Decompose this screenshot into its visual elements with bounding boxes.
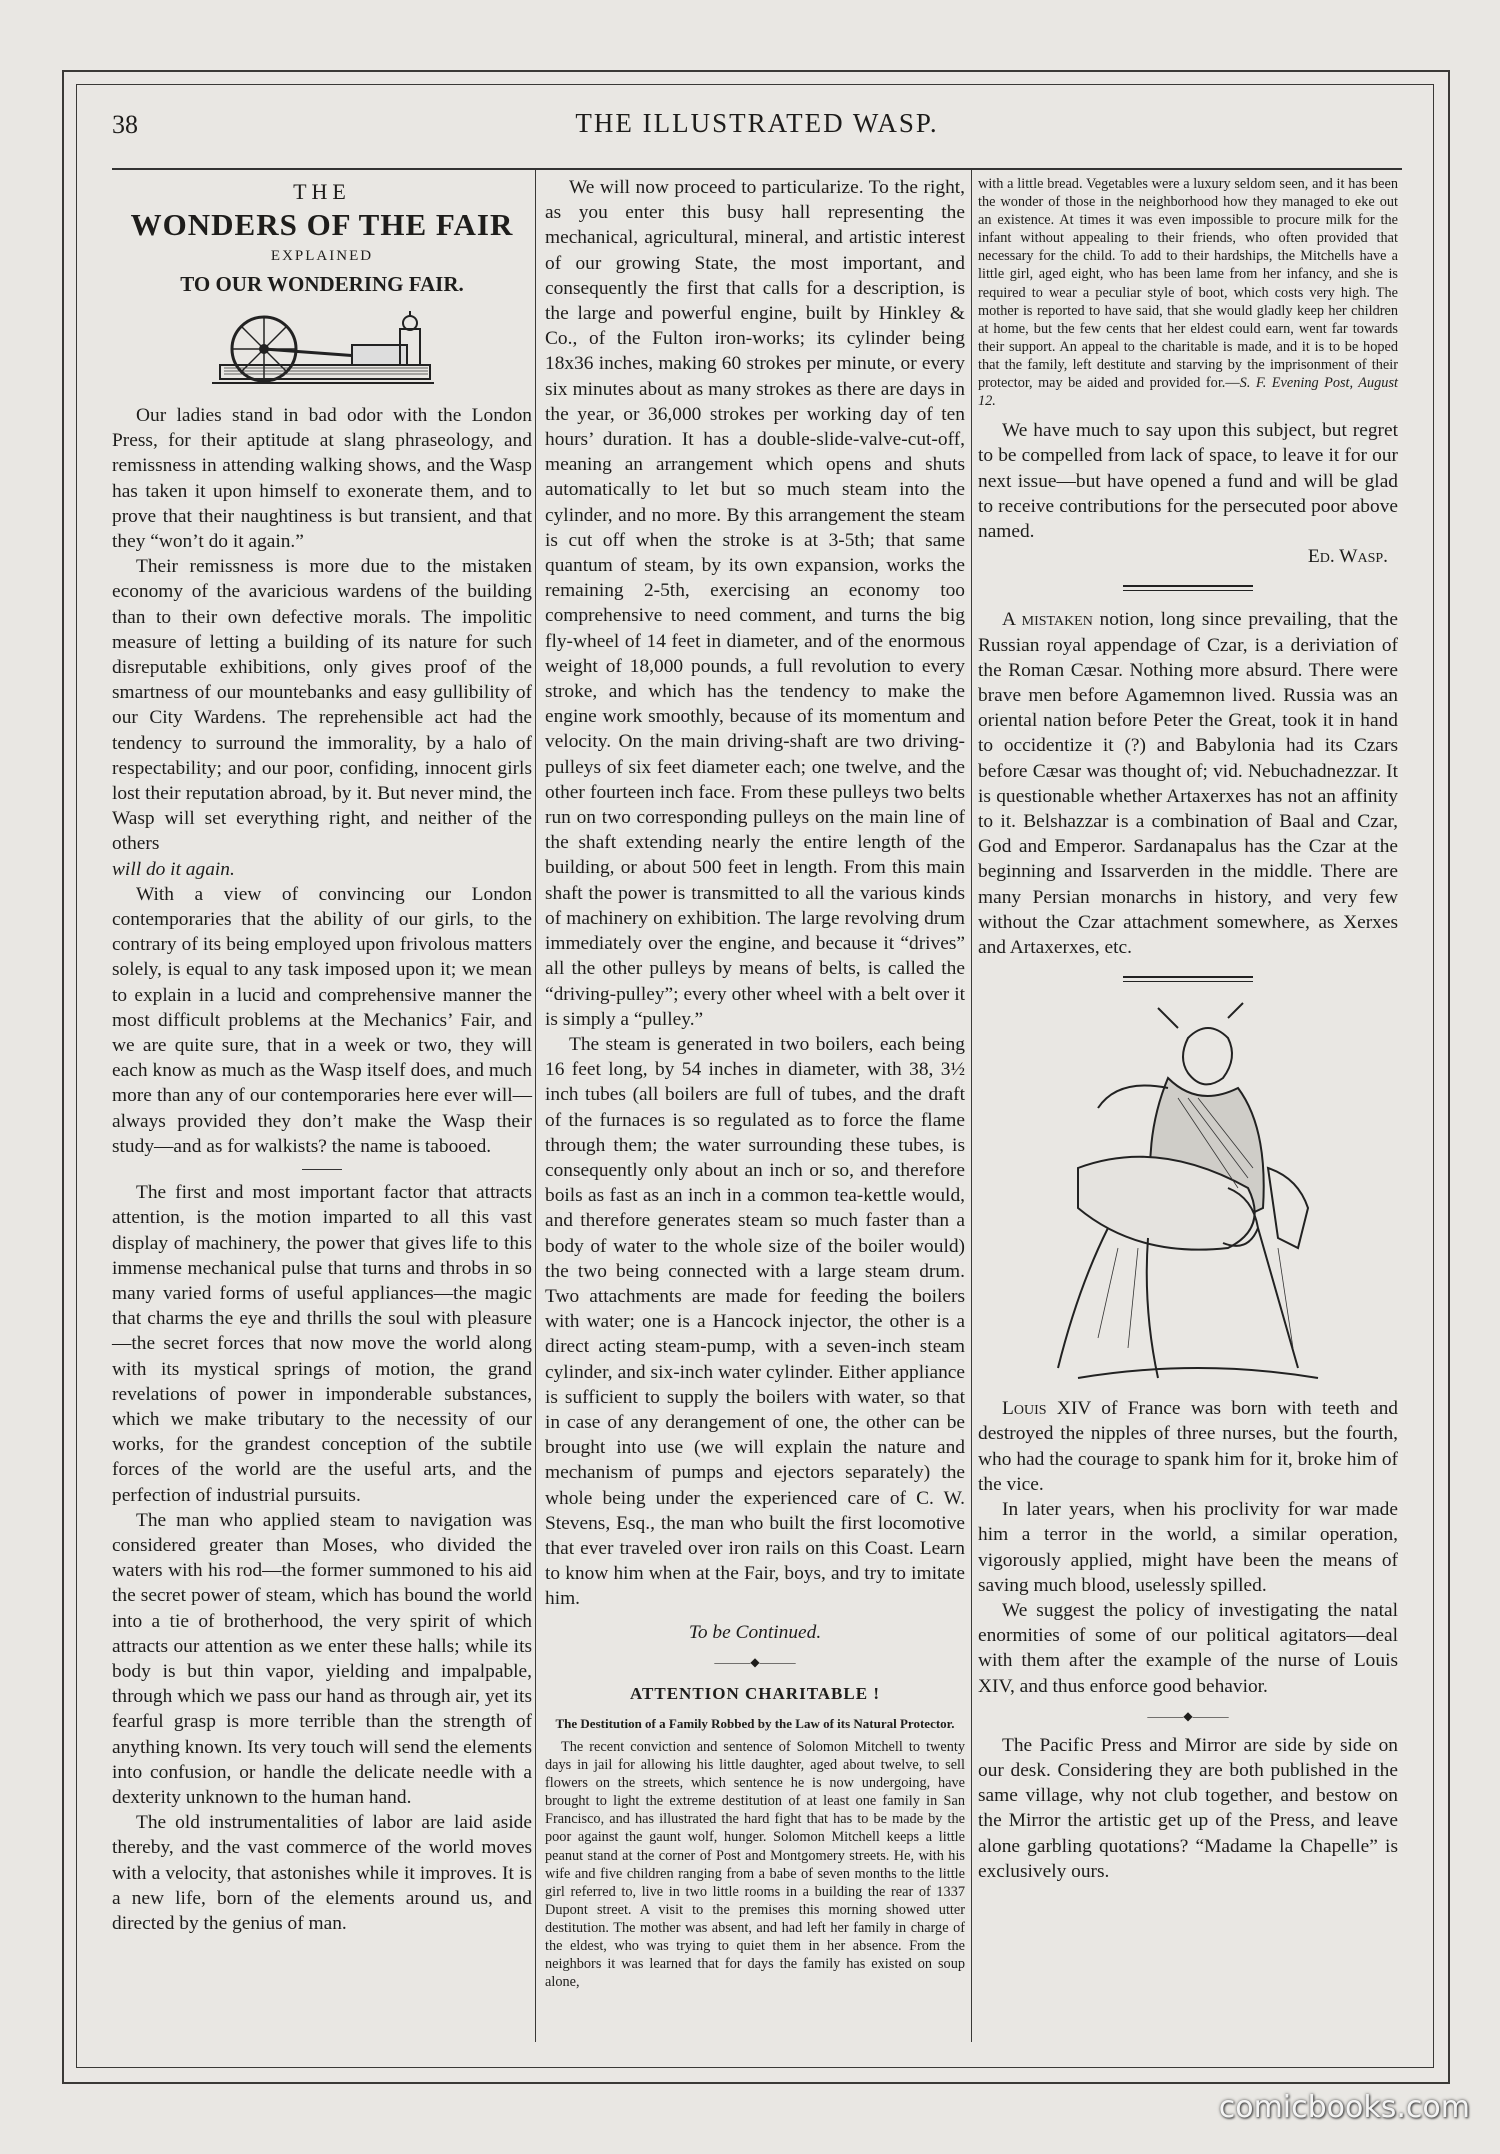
column-divider-1 (535, 170, 536, 2042)
paragraph-italic-tail: will do it again. (112, 858, 235, 880)
charity-body (545, 1738, 965, 1991)
ornament-divider: ———◆——— (1147, 1708, 1229, 1723)
paragraph: We suggest the policy of investigating the natal enormities of some of our political agitators—deal with them after the example of the nurse of Louis XIV, and thus enforce good behavior. (978, 1599, 1398, 1697)
column-1 (112, 175, 532, 1936)
paragraph: With a view of convincing our London contemporaries that the ability of our girls, to the contrary of its being employed upon frivolous matters solely, is equal to any task imposed upon it; we mean to explain in a lucid and comprehensive manner the most difficult problems at the Mechanics’ Fair, and we are quite sure, that in a week or two, they will each know as much as the Wasp itself does, and much more than any of our contemporaries here ever will—always provided they don’t make the Wasp their study—and as for walkists? the name is tabooed. (112, 883, 532, 1157)
mistaken-lead: A mistaken (1002, 609, 1093, 631)
paragraph: XIV of France was born with teeth and destroyed the nipples of three nurses, but the fourth, who had the courage to spank him for it, broke him of the vice. (978, 1398, 1398, 1495)
column-2 (545, 175, 965, 1991)
charity-continued (978, 175, 1398, 410)
paragraph: The steam is generated in two boilers, each being 16 feet long, by 54 inches in diameter, with 38, 3½ inch tubes (all boilers are full of tubes, and the draft of the furnaces is so regulated as to force the flame through them; the water surrounding these tubes, is consequently only about an inch or so, and therefore boils as fast as an inch in a common tea-kettle would, and therefore generates steam so much faster than a body of water to the whole size of the boiler would) the two being connected with a large steam drum. Two attachments are made for feeding the boilers with water; one is a Hancock injector, the other is a direct acting steam-pump, with a seven-inch steam cylinder, and six-inch water cylinder. Either appliance is sufficient to supply the boilers with water, so that in case of any derangement of one, the other can be brought into use (we will explain the nature and mechanism of pumps and ejectors separately) the whole being under the experienced care of C. W. Stevens, Esq., the man who built the first locomotive that ever traveled over iron rails on this Coast. Learn to know him when at the Fair, boys, and try to imitate him. (545, 1033, 965, 1610)
charity-source: S. F. Evening Post, August 12. (978, 375, 1398, 410)
paragraph: In later years, when his proclivity for war made him a terror in the world, a similar operation, vigorously applied, might have been the means of saving much blood, uselessly spilled. (978, 1499, 1398, 1596)
charity-continued-text: with a little bread. Vegetables were a luxury seldom seen, and it has been the wonder of those in the neighborhood how they managed to eke out an existence. At times it was even impossible to procure milk for the infant without appealing to their friends, who often provided that necessary for the child. To add to their hardships, the Mitchells have a little girl, aged eight, who has been lame from her infancy, and she is required to wear a peculiar style of boot, which costs very high. The mother is reported to have said, that she would gladly keep her children at home, but the few cents that her eldest could earn, went far towards their support. An appeal to the charitable is made, and it is to be hoped that the family, left destitute and starving by the imprisonment of their protector, may be aided and provided for.— (978, 176, 1398, 392)
to-be-continued: To be Continued. (688, 1621, 822, 1643)
article-title: WONDERS OF THE FAIR (130, 207, 514, 242)
paragraph: notion, long since prevailing, that the Russian royal appendage of Czar, is a deriviation of the Roman Cæsar. Nothing more absurd. There were brave men before Agamemnon lived. Russia was an oriental nation before Peter the Great, took it in hand to occidentize it (?) and Babylonia had its Czars before Cæsar was thought of; vid. Nebuchadnezzar. It is questionable whether Artaxerxes has not an affinity to it. Belshazzar is a combination of Baal and Czar, God and Emperor. Sardanapalus has the Czar at the beginning and Issarverden in the middle. There are many Persian monarchs in history, and very few without the Czar attachment somewhere, as Xerxes and Artaxerxes, etc. (978, 609, 1398, 959)
double-rule (1123, 585, 1253, 591)
paragraph: The man who applied steam to navigation was considered greater than Moses, who divided the waters with his rod—the former summoned to his aid the secret power of steam, which has bound the world into a tie of brotherhood, the very spirit of which attracts our attention as we enter these halls; while its body is but thin vapor, yielding and impalpable, through which we pass our hand as through air, yet its fearful grasp is more terrible than the strength of anything known. Its very touch will send the elements into confusion, or handle the delicate needle with a dexterity unknown to the human hand. (112, 1509, 532, 1808)
article-title-explained: EXPLAINED (270, 248, 374, 264)
page-header (112, 108, 1402, 148)
article-title-the: THE (293, 179, 351, 204)
charity-title: ATTENTION CHARITABLE ! (630, 1683, 880, 1703)
ornament-divider: ———◆——— (714, 1654, 796, 1669)
paragraph: Our ladies stand in bad odor with the London Press, for their aptitude at slang phraseology, and remissness in attending walking shows, and the Wasp has taken it upon himself to exonerate them, and to prove that their naughtiness is but transient, and that they “won’t do it again.” (112, 405, 532, 553)
paragraph: Their remissness is more due to the mistaken economy of the avaricious wardens of the building than to their own defective morals. The impolitic measure of letting a building of its nature for such disreputable exhibitions, only gives proof of the smartness of our mountebanks and easy gullibility of our City Wardens. The reprehensible act had the tendency to surround the immorality, by a halo of respectability; and our poor, confiding, innocent girls lost their reputation abroad, by it. But never mind, the Wasp will set everything right, and neither of the others (112, 556, 532, 855)
column-divider-2 (971, 170, 972, 2042)
double-rule (1123, 976, 1253, 982)
masthead: THE ILLUSTRATED WASP. (575, 108, 939, 138)
nurse-spanking-child-illustration (1038, 998, 1338, 1388)
editor-signature: Ed. Wasp. (1307, 546, 1388, 568)
paragraph: We have much to say upon this subject, but regret to be compelled from lack of space, to leave it for our next issue—but have opened a fund and will be glad to receive contributions for the persecuted poor above named. (978, 420, 1398, 543)
article-subtitle: TO OUR WONDERING FAIR. (180, 272, 464, 296)
section-dash (302, 1169, 342, 1170)
page-number: 38 (112, 110, 138, 139)
watermark: comicbooks.com (1218, 2090, 1470, 2125)
louis-lead: Louis (1002, 1398, 1047, 1420)
charity-subtitle: The Destitution of a Family Robbed by the Law of its Natural Protector. (555, 1715, 955, 1731)
signature-line (978, 544, 1398, 569)
paragraph: The Pacific Press and Mirror are side by side on our desk. Considering they are both published in the same village, why not club together, and bestow on the Mirror the artistic get up of the Press, and leave alone garbling quotations? “Madame la Chapelle” is exclusively ours. (978, 1734, 1398, 1882)
paragraph: The recent conviction and sentence of Solomon Mitchell to twenty days in jail for allowing his little daughter, aged about twelve, to sell flowers on the streets, which sentence he is now undergoing, have brought to light the extreme destitution of at least one family in San Francisco, and has illustrated the hard fight that has to be made by the poor against the gaunt wolf, hunger. Solomon Mitchell keeps a little peanut stand at the corner of Post and Montgomery streets. He, with his wife and five children ranging from a babe of seven months to the little girl referred to, live in two little rooms in a building the rear of 1337 Dupont street. A visit to the premises this morning showed utter destitution. The mother was absent, and had left her family in charge of the eldest, who was trying to quiet them in her absence. From the neighbors it was learned that for days the family has existed on soup alone, (545, 1738, 965, 1991)
header-rule (112, 168, 1402, 170)
column-3 (978, 175, 1398, 1884)
paragraph: The old instrumentalities of labor are laid aside thereby, and the vast commerce of the world moves with a velocity, that astonishes while it improves. It is a new life, born of the elements around us, and directed by the genius of man. (112, 1812, 532, 1934)
steam-engine-illustration (202, 307, 442, 395)
paragraph: We will now proceed to particularize. To the right, as you enter this busy hall representing the mechanical, agricultural, mineral, and artistic interest of our growing State, the most important, and consequently the first that calls for a description, is the large and powerful engine, built by Hinkley & Co., of the Fulton iron-works; its cylinder being 18x36 inches, making 60 strokes per minute, or every six minutes about as many strokes as there are days in the year, or 36,000 strokes per working day of ten hours’ duration. It has a double-slide-valve-cut-off, meaning an arrangement which opens and shuts automatically to let but so much steam into the cylinder, and no more. By this arrangement the steam is cut off when the stroke is at 3-5th; that same quantum of steam, by its own expansion, works the remaining 2-5th, exercising an economy too comprehensive to need comment, and turns the big fly-wheel of 14 feet in diameter, and of the enormous weight of 18,000 pounds, a full revolution to every stroke, and which has the tendency to make the engine work smoothly, because of its momentum and velocity. On the main driving-shaft are two driving-pulleys of six feet diameter each; one twelve, and the other fourteen inch face. From these pulleys two belts run on two corresponding pulleys on the main line of the shaft extending nearly the entire length of the building, or about 500 feet in length. From this main shaft the power is transmitted to all the various kinds of machinery on exhibition. The large revolving drum immediately over the engine, and because it “drives” all the other pulleys by means of belts, is called the “driving-pulley”; every other wheel with a belt over it is simply a “pulley.” (545, 177, 965, 1030)
paragraph: The first and most important factor that attracts attention, is the motion imparted to all this vast display of machinery, the power that gives life to this immense mechanical pulse that turns and throbs in so many varied forms of useful appliances—the magic that charms the eye and thrills the soul with pleasure—the secret forces that now move the world along with its mystical springs of motion, the grand revelations of power in imponderable substances, which we make tributary to the necessity of our works, for the grandest conception of the subtile forces of the world are the useful arts, and the perfection of industrial pursuits. (112, 1182, 532, 1506)
